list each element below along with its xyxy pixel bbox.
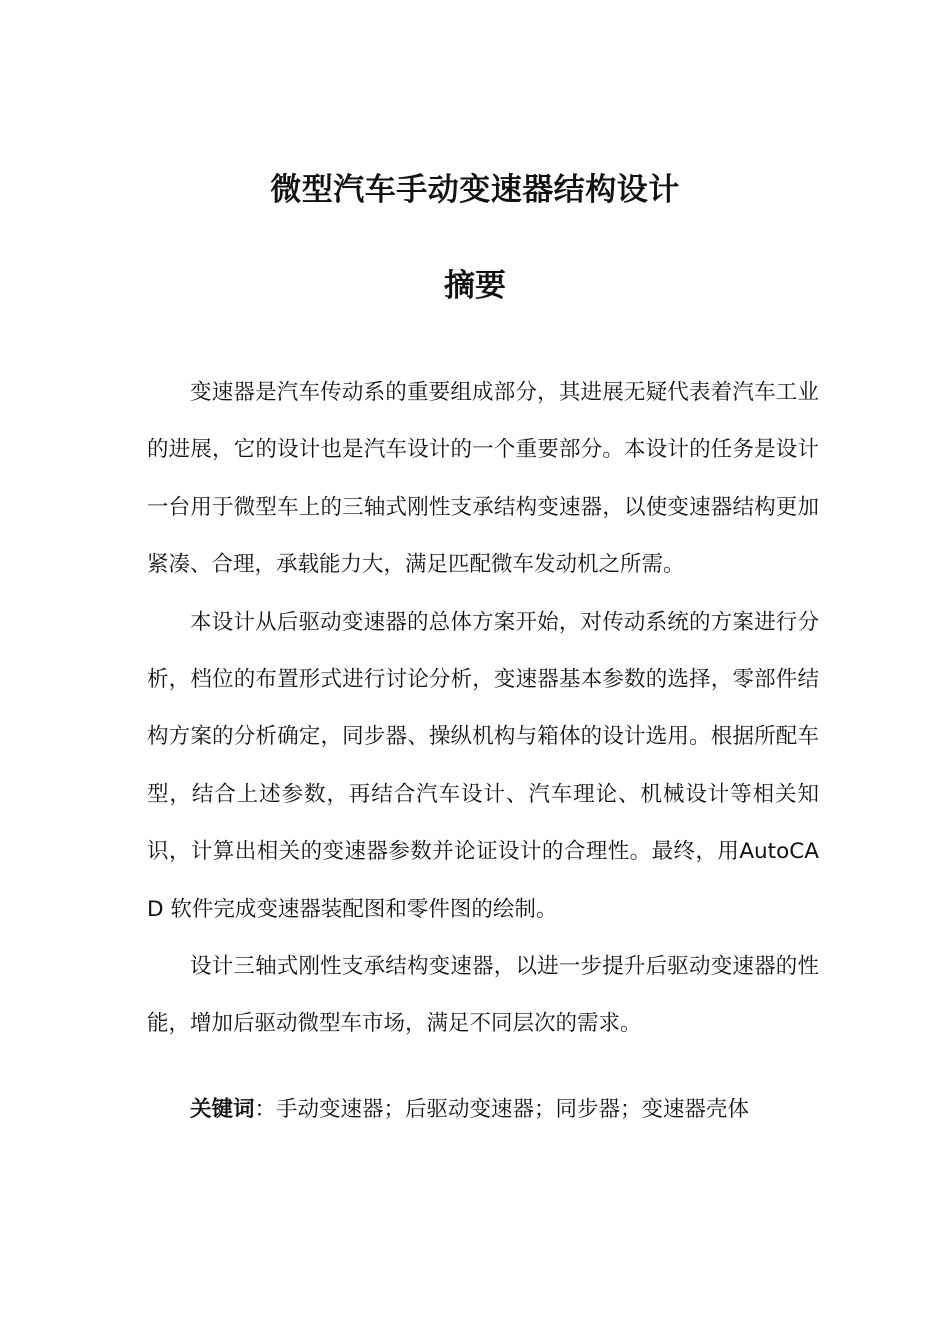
abstract-paragraph-3: 设计三轴式刚性支承结构变速器，以进一步提升后驱动变速器的性能，增加后驱动微型车市场，满足不同层次的需求。	[147, 954, 819, 1037]
document-title: 微型汽车手动变速器结构设计	[270, 172, 680, 208]
keywords-line	[190, 1088, 830, 1132]
keywords-label: 关键词	[190, 1097, 255, 1122]
abstract-paragraph-2: 本设计从后驱动变速器的总体方案开始，对传动系统的方案进行分析，档位的布置形式进行讨论分析，变速器基本参数的选择，零部件结构方案的分析确定，同步器、操纵机构与箱体的设计选用。根据所配车型，结合上述参数，再结合汽车设计、汽车理论、机械设计等相关知识，计算出相关的变速器参数并论证设计的合理性。最终，用AutoCAD 软件完成变速器装配图和零件图的绘制。	[147, 609, 819, 922]
keywords-separator: ：	[254, 1097, 277, 1122]
abstract-paragraph-1: 变速器是汽车传动系的重要组成部分，其进展无疑代表着汽车工业的进展，它的设计也是汽车设计的一个重要部分。本设计的任务是设计一台用于微型车上的三轴式刚性支承结构变速器，以使变速器结构更加紧凑、合理，承载能力大，满足匹配微车发动机之所需。	[147, 380, 819, 578]
abstract-heading: 摘要	[444, 268, 506, 304]
abstract-body	[147, 364, 819, 1053]
keywords-text: 手动变速器；后驱动变速器；同步器；变速器壳体	[276, 1097, 750, 1122]
